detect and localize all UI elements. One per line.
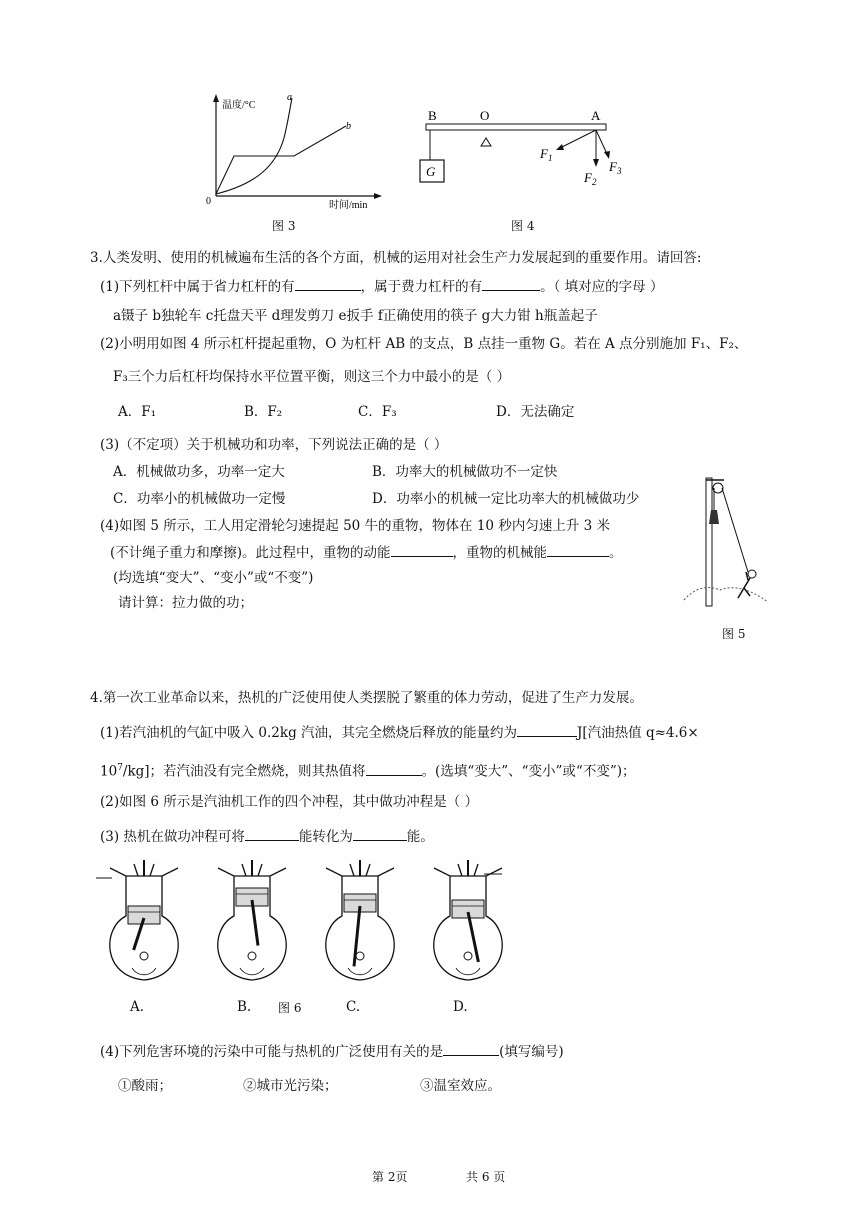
figure-5-pulley <box>680 470 772 610</box>
force-f3-label: $F_3$ <box>609 159 622 176</box>
lever-point-a-label: A <box>591 108 601 123</box>
q3-part4-line2: (不计绳子重力和摩擦)。此过程中，重物的动能 ，重物的机械能 。 <box>110 545 623 561</box>
force-f3-head <box>604 151 610 159</box>
footer-page-number: 第 2页 <box>372 1170 408 1184</box>
engine-c <box>326 860 394 980</box>
crankshaft <box>464 952 472 960</box>
rotation-arrow <box>456 968 480 975</box>
q4-stem: 4.第一次工业革命以来，热机的广泛使用使人类摆脱了繁重的体力劳动，促进了生产力发展。 <box>90 690 643 706</box>
lever-point-b-label: B <box>428 108 437 123</box>
rotation-arrow <box>240 968 264 975</box>
q3-stem: 3.人类发明、使用的机械遍布生活的各个方面，机械的运用对社会生产力发展起到的重要作用。请回答: <box>90 250 702 266</box>
answer-blank[interactable] <box>443 1043 499 1056</box>
figure-3-graph <box>196 88 386 213</box>
engine-label-a[interactable]: A. <box>130 999 145 1015</box>
figure-6-engines <box>92 858 512 986</box>
ground-mound <box>684 588 768 602</box>
q3-part1: (1)下列杠杆中属于省力杠杆的有 ，属于费力杠杆的有 。（ 填对应的字母 ） <box>100 279 664 295</box>
q4-part4-option-3[interactable]: ③温室效应。 <box>420 1078 501 1094</box>
q4-part1-line1: (1)若汽油机的气缸中吸入 0.2kg 汽油，其完全燃烧后释放的能量约为 J[汽油热值 q≈4.6× <box>100 725 699 741</box>
fig3-origin: 0 <box>206 196 211 207</box>
q3-part2-option-d[interactable]: D．无法确定 <box>496 404 575 420</box>
q3-part3-option-b[interactable]: B．功率大的机械做功不一定快 <box>372 464 558 480</box>
q4-part1-line2: $10^7/kg$]；若汽油没有完全燃烧，则其热值将 。(选填“变大”、“变小”或“不变”)； <box>100 763 636 780</box>
crankshaft <box>248 952 256 960</box>
rope-pull <box>722 488 748 572</box>
engine-b <box>218 860 286 980</box>
engine-label-d[interactable]: D. <box>453 999 468 1015</box>
q4-part4: (4)下列危害环境的污染中可能与热机的广泛使用有关的是 (填写编号) <box>100 1044 564 1060</box>
answer-blank[interactable] <box>391 544 453 557</box>
q3-part3-option-a[interactable]: A．机械做功多，功率一定大 <box>113 464 285 480</box>
pole <box>706 478 712 606</box>
footer-total-pages: 共 6 页 <box>466 1170 506 1184</box>
answer-blank[interactable] <box>366 763 422 776</box>
q3-part2-option-b[interactable]: B．F₂ <box>244 404 283 420</box>
q3-part2-line2: F₃三个力后杠杆均保持水平位置平衡，则这三个力中最小的是（ ） <box>113 369 511 385</box>
answer-blank[interactable] <box>482 278 540 291</box>
q3-part3-option-d[interactable]: D．功率小的机械一定比功率大的机械做功少 <box>372 491 640 507</box>
curve-b-label: b <box>346 121 351 132</box>
weight-g-label: G <box>426 164 436 179</box>
force-f2-head <box>593 159 599 167</box>
force-f1-head <box>556 144 564 150</box>
q3-part4-line4: 请计算：拉力做的功； <box>118 595 253 611</box>
q3-part2-line1: (2)小明用如图 4 所示杠杆提起重物，O 为杠杆 AB 的支点，B 点挂一重物 G。若在 A 点分别施加 F₁、F₂、 <box>100 336 748 352</box>
q3-part2-option-c[interactable]: C．F₃ <box>358 404 397 420</box>
crankshaft <box>140 952 148 960</box>
q3-part2-option-a[interactable]: A．F₁ <box>118 404 157 420</box>
rotation-arrow <box>348 968 372 975</box>
figure-5-caption: 图 5 <box>722 627 746 641</box>
q4-part3: (3) 热机在做功冲程可将 能转化为 能。 <box>100 829 434 845</box>
rotation-arrow <box>132 968 156 975</box>
figure-6-caption: 图 6 <box>278 1001 302 1015</box>
cylinder-outline <box>218 868 286 980</box>
cylinder-outline <box>434 868 502 980</box>
worker-head <box>748 570 756 578</box>
engine-label-c[interactable]: C. <box>346 999 361 1015</box>
force-f3-arrow <box>596 130 607 154</box>
lever-fulcrum-label: O <box>480 108 490 123</box>
force-f2-label: $F_2$ <box>584 170 597 187</box>
q3-part1-options: a镊子 b独轮车 c托盘天平 d理发剪刀 e扳手 f正确使用的筷子 g大力钳 h瓶盖起子 <box>113 308 598 324</box>
answer-blank[interactable] <box>517 724 577 737</box>
figure-3-caption: 图 3 <box>272 219 296 233</box>
answer-blank[interactable] <box>353 828 407 841</box>
connecting-rod <box>252 900 258 946</box>
q3-part3-option-c[interactable]: C．功率小的机械做功一定慢 <box>113 491 286 507</box>
x-axis-arrow <box>374 193 382 199</box>
force-f1-label: $F_1$ <box>540 146 553 163</box>
figure-4-lever <box>410 104 630 190</box>
fig3-ylabel: 温度/°C <box>222 100 256 111</box>
q3-part4-line1: (4)如图 5 所示，工人用定滑轮匀速提起 50 牛的重物，物体在 10 秒内匀速上升 3 米 <box>100 518 610 534</box>
y-axis-arrow <box>213 94 219 102</box>
q3-part3-stem: (3)（不定项）关于机械功和功率，下列说法正确的是（ ） <box>100 437 448 453</box>
answer-blank[interactable] <box>245 828 299 841</box>
curve-a <box>216 98 292 194</box>
force-f1-arrow <box>560 130 596 148</box>
curve-a-label: a <box>287 92 292 103</box>
lever-bar <box>426 124 606 130</box>
q3-part4-line3: (均选填“变大”、“变小”或“不变”) <box>113 570 314 586</box>
crankshaft <box>356 952 364 960</box>
answer-blank[interactable] <box>547 544 609 557</box>
engine-a <box>110 860 178 980</box>
fulcrum-triangle <box>481 138 491 146</box>
engine-d <box>434 860 502 980</box>
curve-b <box>216 126 346 194</box>
q4-part2: (2)如图 6 所示是汽油机工作的四个冲程，其中做功冲程是（ ） <box>100 794 479 810</box>
engine-label-b[interactable]: B. <box>237 999 252 1015</box>
figure-4-caption: 图 4 <box>511 219 535 233</box>
q4-part4-option-2[interactable]: ②城市光污染； <box>243 1078 338 1094</box>
q4-part4-option-1[interactable]: ①酸雨； <box>118 1078 172 1094</box>
answer-blank[interactable] <box>295 278 361 291</box>
cylinder-outline <box>326 868 394 980</box>
fig3-xlabel: 时间/min <box>329 200 368 211</box>
